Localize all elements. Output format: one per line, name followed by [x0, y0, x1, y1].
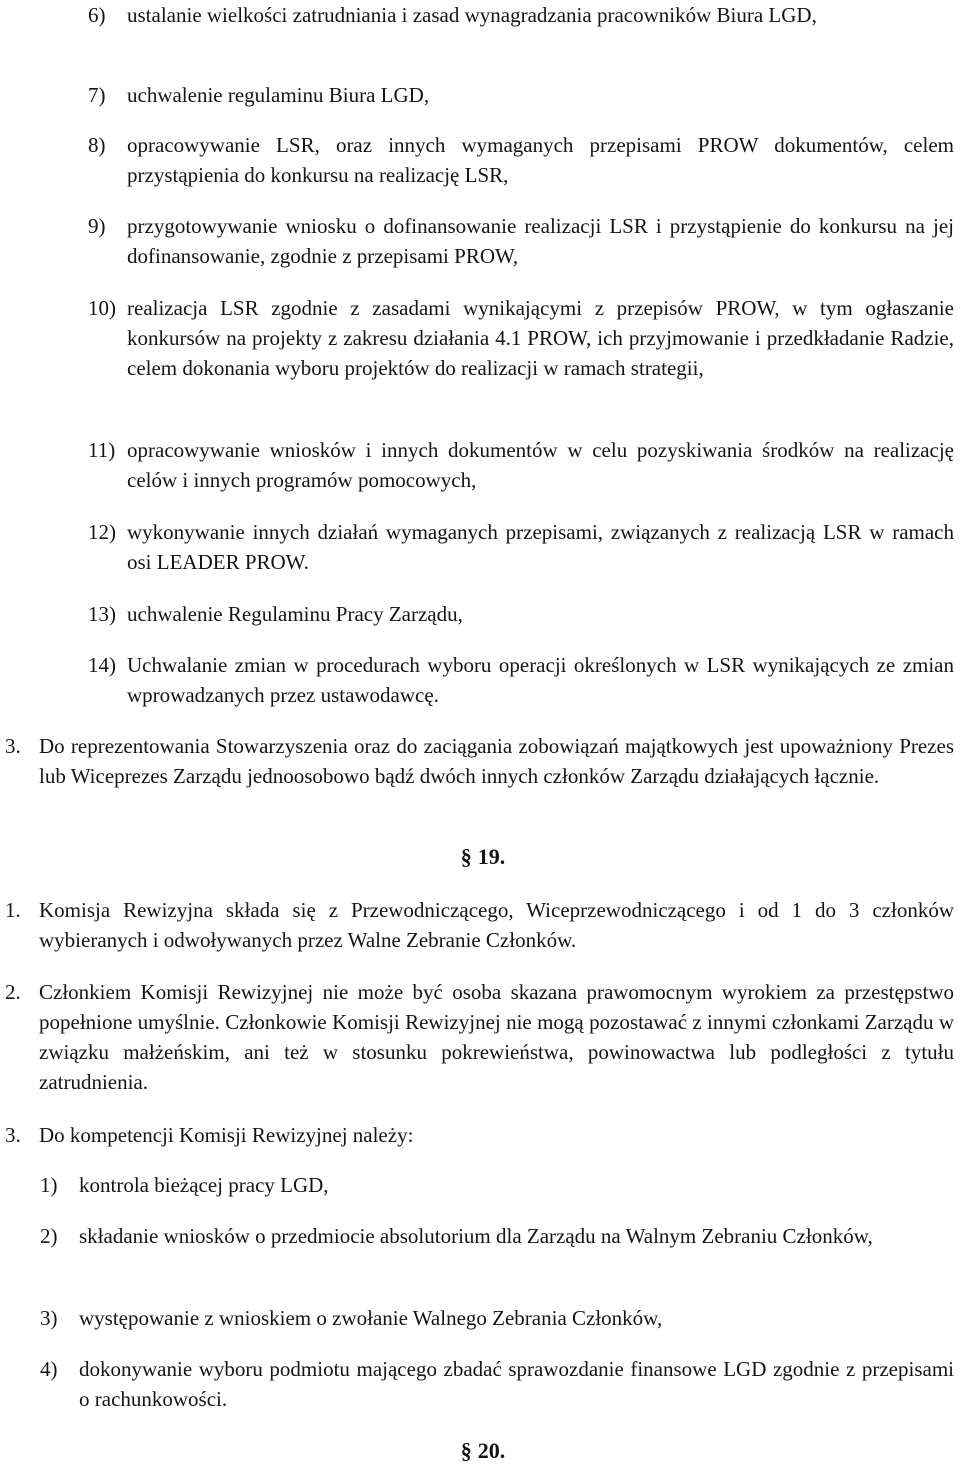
list-item-number: 1) [40, 1173, 58, 1197]
section-number: 20. [477, 1438, 506, 1463]
list-item [88, 435, 954, 495]
paragraph-point [5, 977, 954, 1097]
list-item [40, 1354, 954, 1414]
section-number: 19. [477, 844, 506, 869]
list-item-number: 8) [88, 133, 106, 157]
list-item [88, 650, 954, 710]
section-heading [0, 842, 960, 872]
paragraph-point [5, 895, 954, 955]
point-number: 3. [5, 734, 21, 758]
list-item-number: 4) [40, 1357, 58, 1381]
point-text: Do reprezentowania Stowarzyszenia oraz do zaciągania zobowiązań majątkowych jest upoważniony Prezes lub Wiceprezes Zarządu jednoosobowo bądź dwóch innych członków Zarządu działających łącznie. [39, 734, 954, 788]
list-item-text: realizacja LSR zgodnie z zasadami wynikającymi z przepisów PROW, w tym ogłaszanie konkursów na projekty z zakresu działania 4.1 PROW, ich przyjmowanie i przedkładanie Radzie, celem dokonania wyboru projektów do realizacji w ramach strategii, [127, 296, 954, 380]
list-item [88, 211, 954, 271]
point-number: 3. [5, 1123, 21, 1147]
paragraph-point [5, 1120, 954, 1150]
list-item-number: 6) [88, 3, 106, 27]
list-item-number: 7) [88, 83, 106, 107]
point-text: Komisja Rewizyjna składa się z Przewodniczącego, Wiceprzewodniczącego i od 1 do 3 członków wybieranych i odwoływanych przez Walne Zebranie Członków. [39, 898, 954, 952]
list-item-text: ustalanie wielkości zatrudniania i zasad wynagradzania pracowników Biura LGD, [127, 3, 817, 27]
list-item-number: 10) [88, 296, 116, 320]
list-item [88, 80, 954, 110]
list-item-text: dokonywanie wyboru podmiotu mającego zbadać sprawozdanie finansowe LGD zgodnie z przepisami o rachunkowości. [79, 1357, 954, 1411]
list-item-text: składanie wniosków o przedmiocie absolutorium dla Zarządu na Walnym Zebraniu Członków, [79, 1224, 873, 1248]
list-item [40, 1303, 954, 1333]
list-item-text: przygotowywanie wniosku o dofinansowanie realizacji LSR i przystąpienie do konkursu na jej dofinansowanie, zgodnie z przepisami PROW, [127, 214, 954, 268]
list-item-number: 3) [40, 1306, 58, 1330]
list-item [88, 130, 954, 190]
section-symbol: § [460, 1438, 472, 1463]
list-item-text: wykonywanie innych działań wymaganych przepisami, związanych z realizacją LSR w ramach osi LEADER PROW. [127, 520, 954, 574]
list-item-number: 13) [88, 602, 116, 626]
list-item [88, 599, 954, 629]
list-item-text: uchwalenie regulaminu Biura LGD, [127, 83, 430, 107]
list-item-text: Uchwalanie zmian w procedurach wyboru operacji określonych w LSR wynikających ze zmian wprowadzanych przez ustawodawcę. [127, 653, 954, 707]
list-item [88, 517, 954, 577]
list-item-text: opracowywanie LSR, oraz innych wymaganych przepisami PROW dokumentów, celem przystąpienia do konkursu na realizację LSR, [127, 133, 954, 187]
point-number: 2. [5, 980, 21, 1004]
list-item-number: 14) [88, 653, 116, 677]
section-symbol: § [460, 844, 472, 869]
paragraph-point [5, 731, 954, 791]
list-item-text: występowanie z wnioskiem o zwołanie Walnego Zebrania Członków, [79, 1306, 663, 1330]
point-number: 1. [5, 898, 21, 922]
list-item [40, 1221, 954, 1251]
list-item-number: 12) [88, 520, 116, 544]
list-item-number: 2) [40, 1224, 58, 1248]
list-item [88, 0, 954, 30]
list-item-text: kontrola bieżącej pracy LGD, [79, 1173, 329, 1197]
point-text: Do kompetencji Komisji Rewizyjnej należy: [39, 1123, 414, 1147]
section-heading [0, 1436, 960, 1466]
list-item-number: 11) [88, 438, 116, 462]
list-item [88, 293, 954, 383]
list-item-text: opracowywanie wniosków i innych dokumentów w celu pozyskiwania środków na realizację celów i innych programów pomocowych, [127, 438, 954, 492]
list-item-text: uchwalenie Regulaminu Pracy Zarządu, [127, 602, 463, 626]
point-text: Członkiem Komisji Rewizyjnej nie może być osoba skazana prawomocnym wyrokiem za przestępstwo popełnione umyślnie. Członkowie Komisji Rewizyjnej nie mogą pozostawać z innymi członkami Zarządu w związku małżeńskim, ani też w stosunku pokrewieństwa, powinowactwa lub podległości z tytułu zatrudnienia. [39, 980, 954, 1094]
list-item [40, 1170, 954, 1200]
list-item-number: 9) [88, 214, 106, 238]
